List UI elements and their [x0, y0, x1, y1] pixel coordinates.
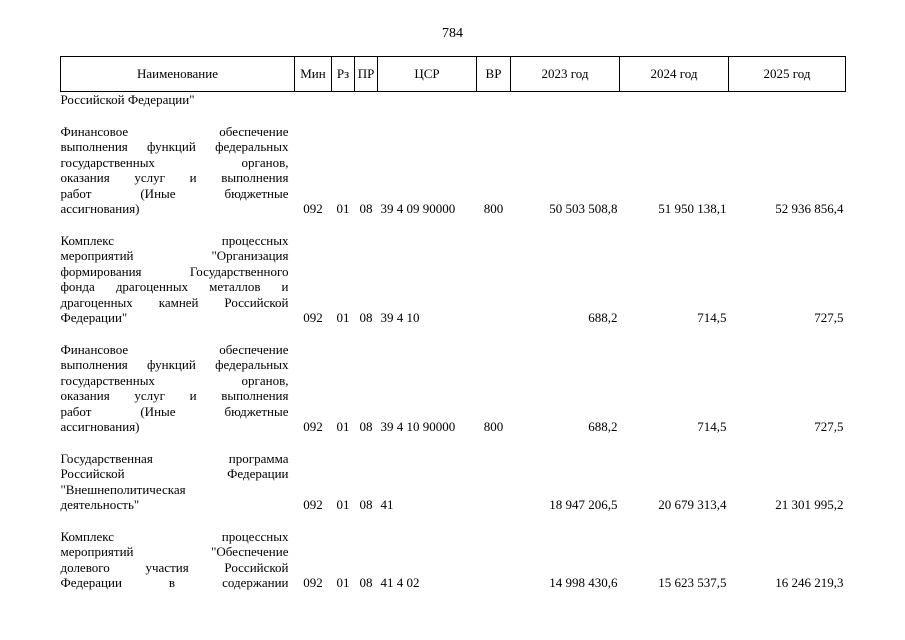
table-row	[61, 342, 846, 435]
cell-rz: 01	[336, 419, 350, 434]
row-name	[61, 529, 295, 591]
cell-vr	[477, 529, 511, 591]
name-line: выполнения функций федеральных	[60, 139, 289, 154]
name-line: долевого участия Российской	[60, 559, 289, 575]
cell-y2024: 51 950 138,1	[658, 201, 727, 216]
name-line: ассигнования)	[60, 419, 140, 434]
cell-csr: 41 4 02	[380, 575, 420, 590]
cell-vr	[477, 233, 511, 326]
name-line: драгоценных камней Российской	[60, 294, 289, 310]
cell-pr: 08	[359, 310, 373, 325]
cell-rz: 01	[336, 310, 350, 325]
header-pr: ПР	[355, 57, 378, 92]
cell-y2024: 714,5	[697, 310, 727, 325]
name-line: оказания услуг и выполнения	[60, 170, 289, 185]
cell-y2025: 16 246 219,3	[775, 575, 844, 590]
cell-y2025: 727,5	[814, 419, 844, 434]
cell-y2023: 688,2	[588, 310, 618, 325]
table-row	[61, 529, 846, 591]
cell-y2023: 50 503 508,8	[549, 201, 618, 216]
cell-csr: 39 4 10 90000	[380, 419, 456, 434]
cell-min: 092	[303, 201, 323, 216]
cell-pr: 08	[359, 575, 373, 590]
cell-y2024: 15 623 537,5	[658, 575, 727, 590]
cell-y2025: 21 301 995,2	[775, 497, 844, 512]
row-name	[61, 124, 295, 217]
page-number: 784	[442, 26, 463, 41]
name-line: государственных органов,	[60, 154, 289, 170]
name-line: государственных органов,	[60, 372, 289, 388]
header-2024: 2024 год	[620, 57, 729, 92]
cell-vr: 800	[483, 419, 504, 434]
name-line: Комплекс процессных	[60, 232, 289, 248]
cell-csr: 39 4 09 90000	[380, 201, 456, 216]
header-name: Наименование	[61, 57, 295, 92]
cell-rz: 01	[336, 201, 350, 216]
cell-csr: 41	[380, 497, 394, 512]
name-line: Федерации в содержании	[60, 575, 289, 590]
cell-min: 092	[303, 497, 323, 512]
header-vr: ВР	[477, 57, 511, 92]
name-line: фонда драгоценных металлов и	[60, 279, 289, 294]
row-name	[61, 342, 295, 435]
name-line: мероприятий "Обеспечение	[60, 544, 289, 559]
cell-min: 092	[303, 575, 323, 590]
cell-y2023: 14 998 430,6	[549, 575, 618, 590]
name-line: Комплекс процессных	[60, 528, 289, 544]
table-row	[61, 451, 846, 513]
cell-y2023: 688,2	[588, 419, 618, 434]
name-line: выполнения функций федеральных	[60, 357, 289, 372]
cell-pr: 08	[359, 497, 373, 512]
name-line: Федерации"	[60, 310, 128, 325]
header-rz: Рз	[332, 57, 355, 92]
cell-y2024: 20 679 313,4	[658, 497, 727, 512]
row-name	[61, 451, 295, 513]
cell-y2024: 714,5	[697, 419, 727, 434]
cell-pr: 08	[359, 201, 373, 216]
cell-csr: 39 4 10	[380, 310, 420, 325]
name-line: деятельность"	[60, 497, 140, 512]
name-line: работ (Иные бюджетные	[60, 403, 289, 419]
header-min: Мин	[295, 57, 332, 92]
cell-rz: 01	[336, 497, 350, 512]
name-line: ассигнования)	[60, 201, 140, 216]
cell-y2025: 727,5	[814, 310, 844, 325]
name-line: Государственная программа	[60, 450, 289, 466]
row-name	[61, 233, 295, 326]
cell-vr	[477, 451, 511, 513]
cell-vr: 800	[483, 201, 504, 216]
table-header-row	[61, 57, 846, 92]
cell-rz: 01	[336, 575, 350, 590]
name-line: "Внешнеполитическая	[60, 481, 186, 497]
table-row	[61, 124, 846, 217]
name-line: Финансовое обеспечение	[60, 123, 289, 139]
name-line: Финансовое обеспечение	[60, 341, 289, 357]
carryover-row	[61, 92, 846, 108]
name-line: формирования Государственного	[60, 263, 289, 279]
cell-y2023: 18 947 206,5	[549, 497, 618, 512]
cell-pr: 08	[359, 419, 373, 434]
table-row	[61, 233, 846, 326]
name-line: Российской Федерации	[60, 466, 289, 481]
header-2025: 2025 год	[729, 57, 846, 92]
carryover-text: Российской Федерации"	[60, 92, 195, 107]
header-csr: ЦСР	[378, 57, 477, 92]
cell-y2025: 52 936 856,4	[775, 201, 844, 216]
name-line: работ (Иные бюджетные	[60, 185, 289, 201]
name-line: оказания услуг и выполнения	[60, 388, 289, 403]
cell-min: 092	[303, 419, 323, 434]
budget-table	[60, 56, 846, 591]
header-2023: 2023 год	[511, 57, 620, 92]
cell-min: 092	[303, 310, 323, 325]
name-line: мероприятий "Организация	[60, 248, 289, 263]
